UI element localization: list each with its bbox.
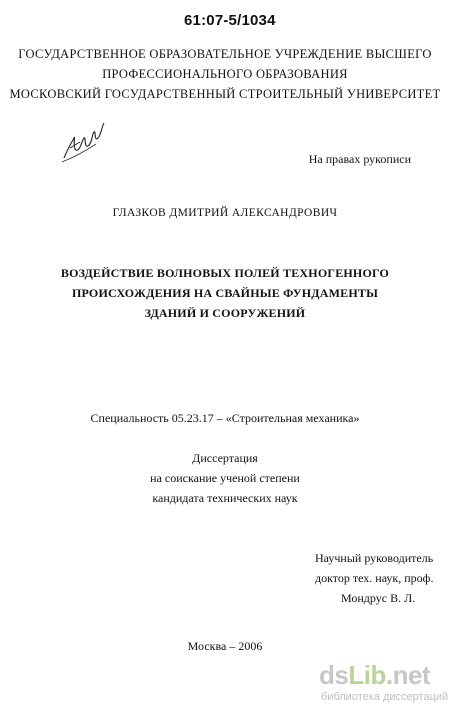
city-year: Москва – 2006 bbox=[187, 639, 263, 653]
advisor-name: Мондрус В. Л. bbox=[341, 591, 416, 605]
institution-line-3: МОСКОВСКИЙ ГОСУДАРСТВЕННЫЙ СТРОИТЕЛЬНЫЙ УНИВЕРСИТЕТ bbox=[9, 87, 441, 101]
degree-line-2: на соискание ученой степени bbox=[150, 471, 300, 485]
institution-line-1: ГОСУДАРСТВЕННОЕ ОБРАЗОВАТЕЛЬНОЕ УЧРЕЖДЕНИЕ ВЫСШЕГО bbox=[18, 47, 432, 61]
registry-code: 61:07-5/1034 bbox=[184, 12, 276, 29]
degree-line-1: Диссертация bbox=[192, 451, 258, 465]
watermark-subtitle: библиотека диссертаций bbox=[321, 691, 449, 703]
watermark-logo-ds: ds bbox=[319, 660, 349, 690]
institution-line-2: ПРОФЕССИОНАЛЬНОГО ОБРАЗОВАНИЯ bbox=[102, 67, 348, 81]
dissertation-title-line-3: ЗДАНИЙ И СООРУЖЕНИЙ bbox=[144, 306, 306, 320]
advisor-degree: доктор тех. наук, проф. bbox=[315, 571, 434, 585]
watermark-logo-net: .net bbox=[385, 660, 431, 690]
watermark-logo bbox=[319, 660, 430, 690]
rights-note: На правах рукописи bbox=[308, 152, 411, 166]
dissertation-title-line-1: ВОЗДЕЙСТВИЕ ВОЛНОВЫХ ПОЛЕЙ ТЕХНОГЕННОГО bbox=[60, 266, 390, 280]
dslib-watermark bbox=[319, 660, 449, 710]
watermark-logo-lib: Lib bbox=[348, 660, 386, 690]
author-name: ГЛАЗКОВ ДМИТРИЙ АЛЕКСАНДРОВИЧ bbox=[112, 207, 338, 219]
handwritten-signature bbox=[58, 118, 110, 164]
advisor-label: Научный руководитель bbox=[315, 551, 434, 565]
dissertation-title-line-2: ПРОИСХОЖДЕНИЯ НА СВАЙНЫЕ ФУНДАМЕНТЫ bbox=[71, 286, 379, 300]
degree-line-3: кандидата технических наук bbox=[152, 491, 298, 505]
specialty-line: Специальность 05.23.17 – «Строительная механика» bbox=[90, 411, 360, 425]
